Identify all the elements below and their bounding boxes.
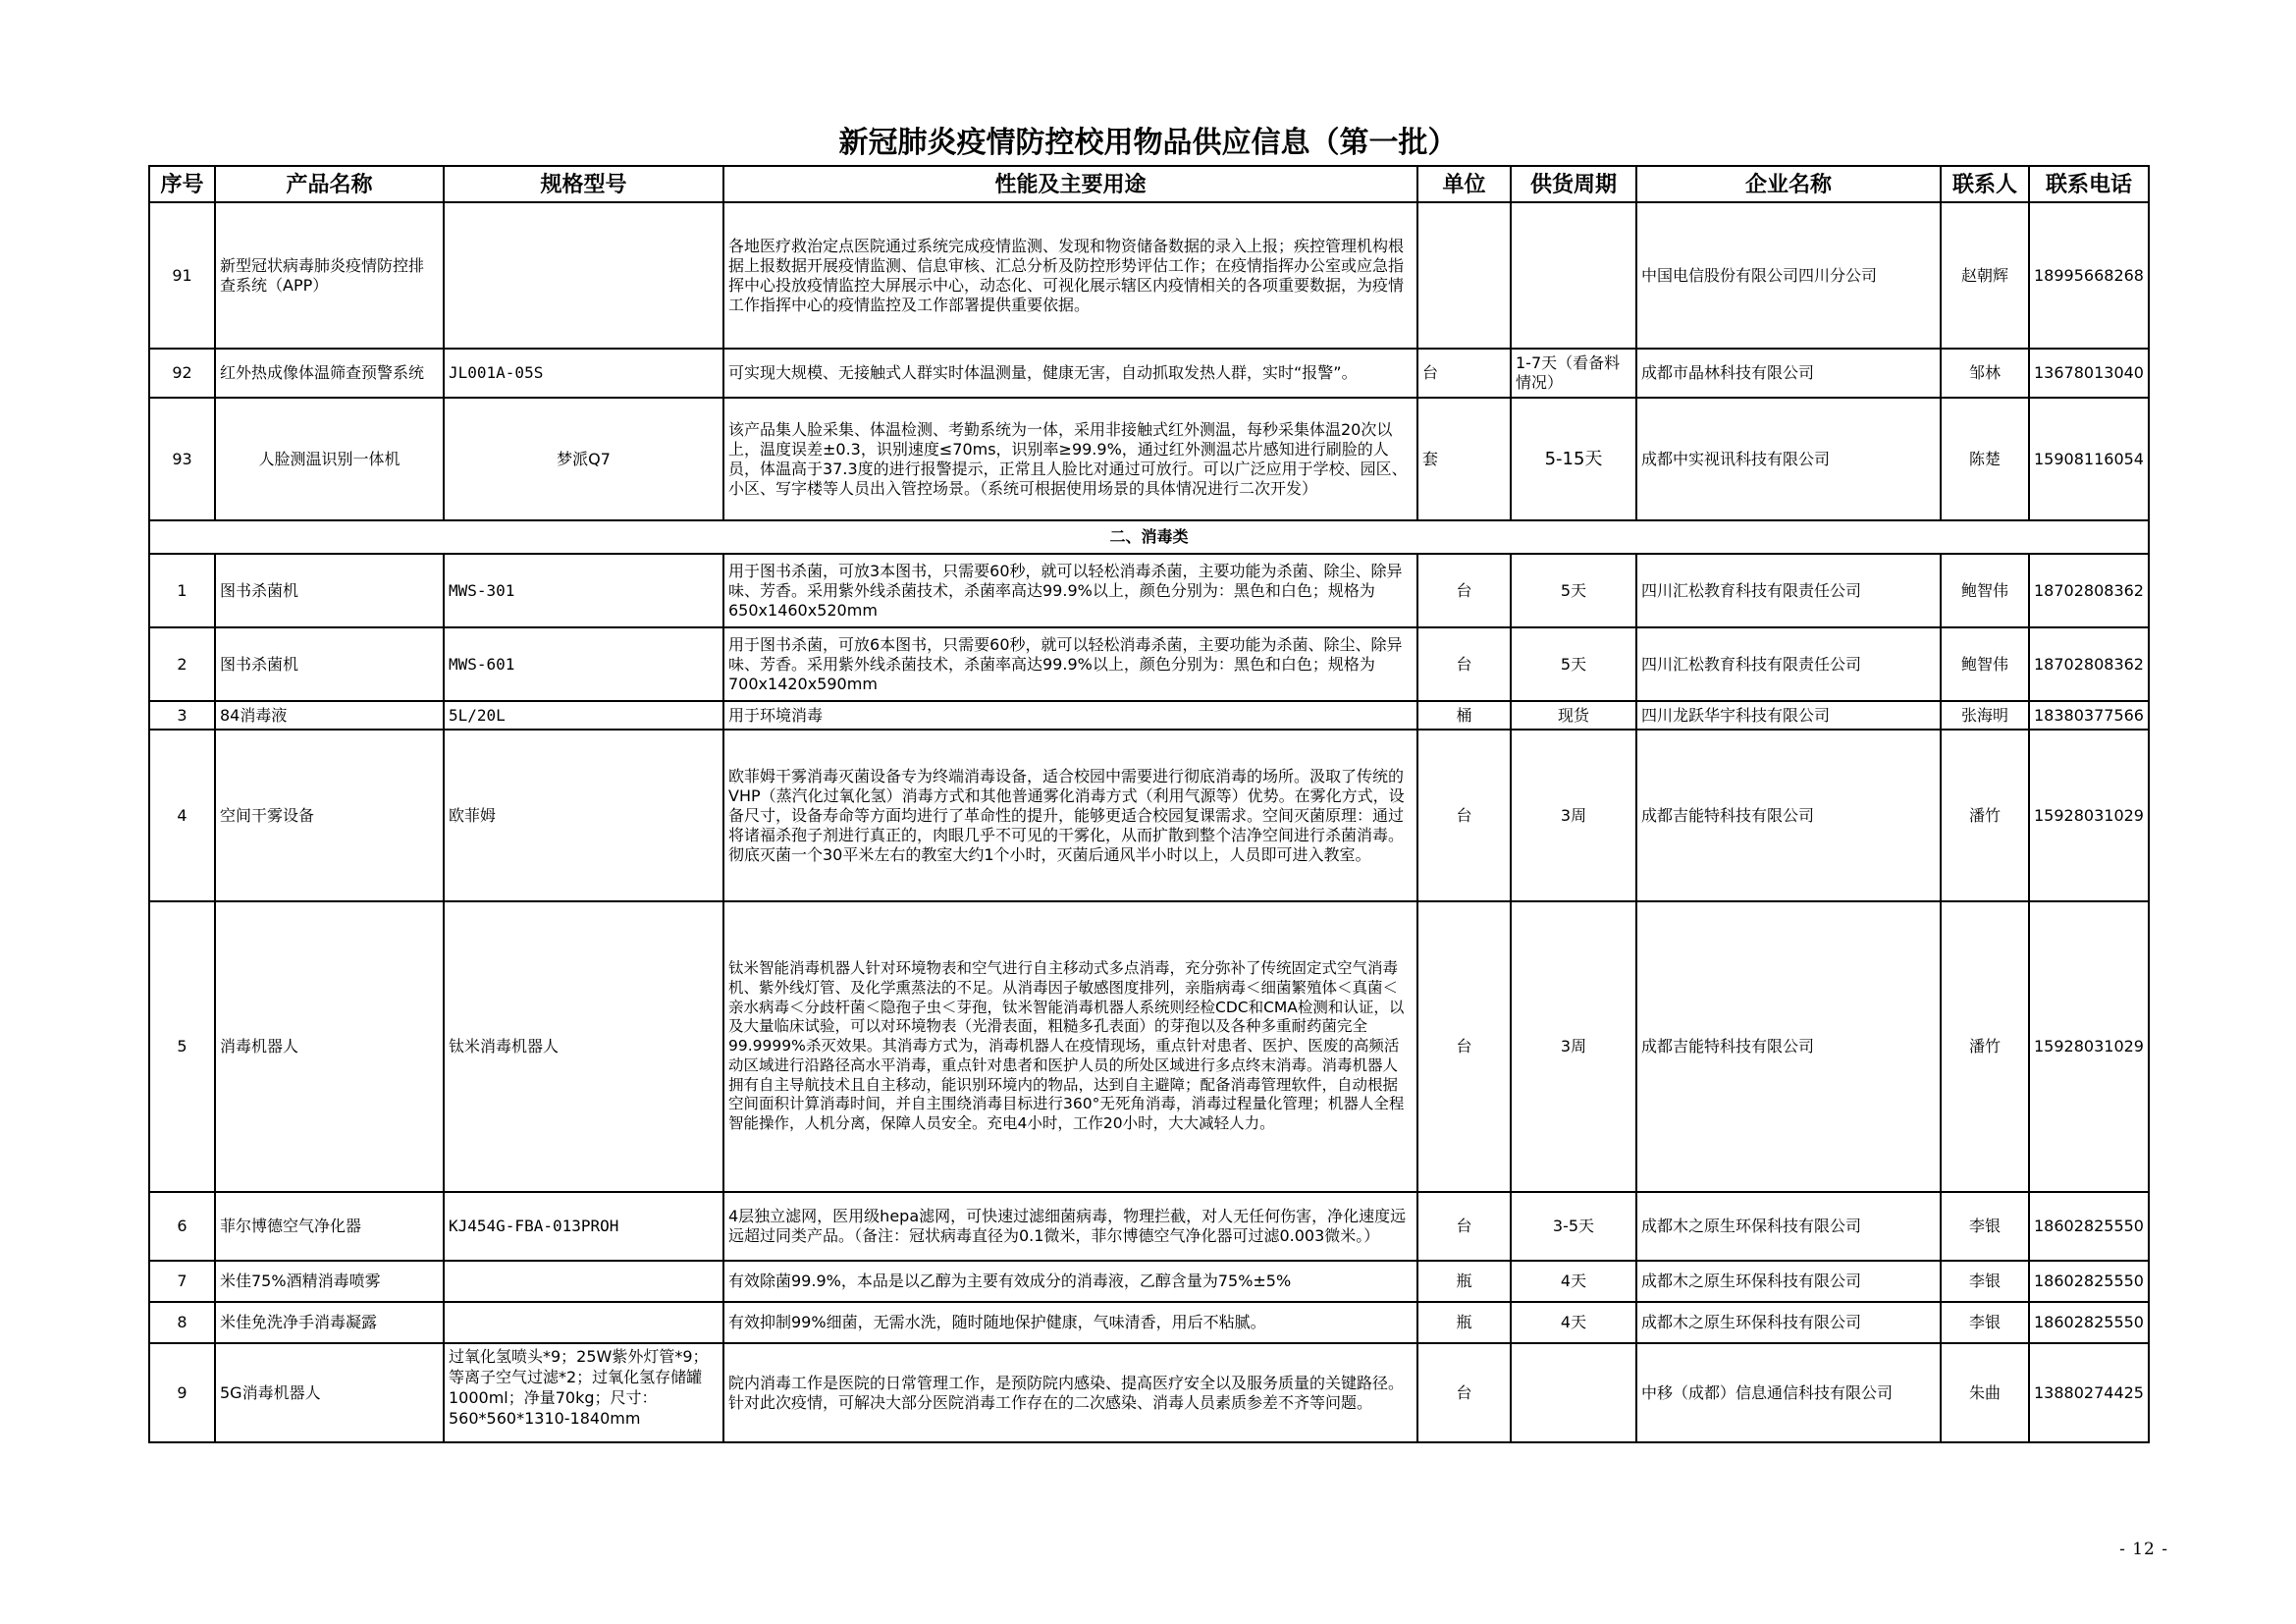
cell-spec: MWS-601 xyxy=(444,627,723,701)
cell-contact: 鲍智伟 xyxy=(1941,554,2029,627)
cell-contact: 潘竹 xyxy=(1941,730,2029,901)
cell-name: 米佳免洗净手消毒凝露 xyxy=(215,1302,444,1343)
table-row xyxy=(149,1192,2149,1261)
cell-name: 消毒机器人 xyxy=(215,901,444,1192)
cell-period: 3周 xyxy=(1511,901,1636,1192)
cell-phone: 15928031029 xyxy=(2029,901,2149,1192)
cell-phone: 18702808362 xyxy=(2029,627,2149,701)
cell-company: 成都中实视讯科技有限公司 xyxy=(1636,398,1941,520)
cell-desc: 用于图书杀菌，可放6本图书，只需要60秒，就可以轻松消毒杀菌，主要功能为杀菌、除尘、除异味、芳香。采用紫外线杀菌技术，杀菌率高达99.9%以上，颜色分别为：黑色和白色；规格为700x1420x590mm xyxy=(723,627,1417,701)
cell-contact: 李银 xyxy=(1941,1261,2029,1302)
cell-spec: 梦派Q7 xyxy=(444,398,723,520)
table-row xyxy=(149,730,2149,901)
cell-contact: 张海明 xyxy=(1941,701,2029,730)
cell-name: 5G消毒机器人 xyxy=(215,1343,444,1442)
cell-company: 成都市晶林科技有限公司 xyxy=(1636,349,1941,398)
header-period: 供货周期 xyxy=(1511,166,1636,202)
cell-period xyxy=(1511,202,1636,349)
header-phone: 联系电话 xyxy=(2029,166,2149,202)
cell-name: 新型冠状病毒肺炎疫情防控排查系统（APP） xyxy=(215,202,444,349)
section-disinfection: 二、消毒类 xyxy=(149,520,2149,554)
table-row xyxy=(149,1261,2149,1302)
header-row xyxy=(149,166,2149,202)
cell-unit: 台 xyxy=(1417,554,1511,627)
cell-contact: 朱曲 xyxy=(1941,1343,2029,1442)
cell-unit: 桶 xyxy=(1417,701,1511,730)
cell-seq: 93 xyxy=(149,398,215,520)
header-unit: 单位 xyxy=(1417,166,1511,202)
cell-spec xyxy=(444,1302,723,1343)
cell-phone: 13678013040 xyxy=(2029,349,2149,398)
cell-name: 菲尔博德空气净化器 xyxy=(215,1192,444,1261)
cell-unit: 套 xyxy=(1417,398,1511,520)
cell-phone: 15928031029 xyxy=(2029,730,2149,901)
cell-phone: 18702808362 xyxy=(2029,554,2149,627)
cell-company: 四川汇松教育科技有限责任公司 xyxy=(1636,554,1941,627)
cell-unit: 台 xyxy=(1417,901,1511,1192)
cell-seq: 92 xyxy=(149,349,215,398)
cell-seq: 91 xyxy=(149,202,215,349)
table-row xyxy=(149,202,2149,349)
cell-seq: 3 xyxy=(149,701,215,730)
page-number: - 12 - xyxy=(2119,1540,2168,1559)
cell-contact: 陈楚 xyxy=(1941,398,2029,520)
cell-seq: 6 xyxy=(149,1192,215,1261)
cell-desc: 欧菲姆干雾消毒灭菌设备专为终端消毒设备，适合校园中需要进行彻底消毒的场所。汲取了传统的VHP（蒸汽化过氧化氢）消毒方式和其他普通雾化消毒方式（利用气源等）优势。在雾化方式，设备尺寸，设备寿命等方面均进行了革命性的提升，能够更适合校园复课需求。空间灭菌原理：通过将诸福杀孢子剂进行真正的，肉眼几乎不可见的干雾化，从而扩散到整个洁净空间进行杀菌消毒。彻底灭菌一个30平米左右的教室大约1个小时，灭菌后通风半小时以上，人员即可进入教室。 xyxy=(723,730,1417,901)
cell-phone: 18602825550 xyxy=(2029,1261,2149,1302)
cell-period: 现货 xyxy=(1511,701,1636,730)
cell-spec: JL001A-05S xyxy=(444,349,723,398)
cell-spec: KJ454G-FBA-013PROH xyxy=(444,1192,723,1261)
cell-period: 1-7天（看备料情况） xyxy=(1511,349,1636,398)
table-row xyxy=(149,398,2149,520)
cell-unit: 瓶 xyxy=(1417,1302,1511,1343)
cell-period xyxy=(1511,1343,1636,1442)
cell-phone: 18602825550 xyxy=(2029,1192,2149,1261)
cell-contact: 鲍智伟 xyxy=(1941,627,2029,701)
header-seq: 序号 xyxy=(149,166,215,202)
cell-period: 3周 xyxy=(1511,730,1636,901)
cell-seq: 2 xyxy=(149,627,215,701)
table-row xyxy=(149,701,2149,730)
cell-contact: 李银 xyxy=(1941,1302,2029,1343)
cell-spec xyxy=(444,1261,723,1302)
cell-desc: 可实现大规模、无接触式人群实时体温测量，健康无害，自动抓取发热人群，实时“报警”。 xyxy=(723,349,1417,398)
cell-desc: 该产品集人脸采集、体温检测、考勤系统为一体，采用非接触式红外测温，每秒采集体温20次以上，温度误差±0.3，识别速度≤70ms，识别率≥99.9%，通过红外测温芯片感知进行刷脸的人员，体温高于37.3度的进行报警提示，正常且人脸比对通过可放行。可以广泛应用于学校、园区、小区、写字楼等人员出入管控场景。（系统可根据使用场景的具体情况进行二次开发） xyxy=(723,398,1417,520)
cell-name: 红外热成像体温筛查预警系统 xyxy=(215,349,444,398)
cell-period: 5-15天 xyxy=(1511,398,1636,520)
cell-phone: 18995668268 xyxy=(2029,202,2149,349)
cell-company: 成都木之原生环保科技有限公司 xyxy=(1636,1302,1941,1343)
cell-spec: 欧菲姆 xyxy=(444,730,723,901)
cell-desc: 有效除菌99.9%，本品是以乙醇为主要有效成分的消毒液，乙醇含量为75%±5% xyxy=(723,1261,1417,1302)
cell-phone: 13880274425 xyxy=(2029,1343,2149,1442)
cell-company: 成都吉能特科技有限公司 xyxy=(1636,730,1941,901)
cell-unit: 台 xyxy=(1417,1343,1511,1442)
cell-seq: 9 xyxy=(149,1343,215,1442)
cell-seq: 5 xyxy=(149,901,215,1192)
cell-desc: 钛米智能消毒机器人针对环境物表和空气进行自主移动式多点消毒，充分弥补了传统固定式空气消毒机、紫外线灯管、及化学熏蒸法的不足。从消毒因子敏感图度排列，亲脂病毒＜细菌繁殖体＜真菌＜亲水病毒＜分歧杆菌＜隐孢子虫＜芽孢，钛米智能消毒机器人系统则经检CDC和CMA检测和认证，以及大量临床试验，可以对环境物表（光滑表面，粗糙多孔表面）的芽孢以及各种多重耐药菌完全99.9999%杀灭效果。其消毒方式为，消毒机器人在疫情现场，重点针对患者、医护、医废的高频活动区域进行沿路径高水平消毒，重点针对患者和医护人员的所处区域进行多点终末消毒。消毒机器人拥有自主导航技术且自主移动，能识别环境内的物品，达到自主避障；配备消毒管理软件，自动根据空间面积计算消毒时间，并自主围绕消毒目标进行360°无死角消毒，消毒过程量化管理；机器人全程智能操作，人机分离，保障人员安全。充电4小时，工作20小时，大大减轻人力。 xyxy=(723,901,1417,1192)
cell-unit xyxy=(1417,202,1511,349)
cell-seq: 7 xyxy=(149,1261,215,1302)
table-row xyxy=(149,1302,2149,1343)
cell-spec: 5L/20L xyxy=(444,701,723,730)
cell-spec: MWS-301 xyxy=(444,554,723,627)
cell-name: 图书杀菌机 xyxy=(215,554,444,627)
cell-phone: 15908116054 xyxy=(2029,398,2149,520)
cell-contact: 李银 xyxy=(1941,1192,2029,1261)
cell-phone: 18380377566 xyxy=(2029,701,2149,730)
header-desc: 性能及主要用途 xyxy=(723,166,1417,202)
cell-desc: 各地医疗救治定点医院通过系统完成疫情监测、发现和物资储备数据的录入上报；疾控管理机构根据上报数据开展疫情监测、信息审核、汇总分析及防控形势评估工作；在疫情指挥办公室或应急指挥中心投放疫情监控大屏展示中心，动态化、可视化展示辖区内疫情相关的各项重要数据，为疫情工作指挥中心的疫情监控及工作部署提供重要依据。 xyxy=(723,202,1417,349)
cell-desc: 4层独立滤网，医用级hepa滤网，可快速过滤细菌病毒，物理拦截，对人无任何伤害，净化速度远远超过同类产品。（备注：冠状病毒直径为0.1微米，菲尔博德空气净化器可过滤0.003微米。） xyxy=(723,1192,1417,1261)
cell-unit: 台 xyxy=(1417,1192,1511,1261)
cell-period: 5天 xyxy=(1511,627,1636,701)
cell-company: 成都木之原生环保科技有限公司 xyxy=(1636,1261,1941,1302)
cell-company: 四川龙跃华宇科技有限公司 xyxy=(1636,701,1941,730)
cell-desc: 有效抑制99%细菌，无需水洗，随时随地保护健康，气味清香，用后不粘腻。 xyxy=(723,1302,1417,1343)
cell-name: 空间干雾设备 xyxy=(215,730,444,901)
header-company: 企业名称 xyxy=(1636,166,1941,202)
cell-spec xyxy=(444,202,723,349)
cell-spec: 钛米消毒机器人 xyxy=(444,901,723,1192)
cell-seq: 4 xyxy=(149,730,215,901)
section-row xyxy=(149,520,2149,554)
table-row xyxy=(149,349,2149,398)
cell-unit: 瓶 xyxy=(1417,1261,1511,1302)
cell-desc: 用于图书杀菌，可放3本图书，只需要60秒，就可以轻松消毒杀菌，主要功能为杀菌、除尘、除异味、芳香。采用紫外线杀菌技术，杀菌率高达99.9%以上，颜色分别为：黑色和白色；规格为650x1460x520mm xyxy=(723,554,1417,627)
cell-desc: 院内消毒工作是医院的日常管理工作，是预防院内感染、提高医疗安全以及服务质量的关键路径。针对此次疫情，可解决大部分医院消毒工作存在的二次感染、消毒人员素质参差不齐等问题。 xyxy=(723,1343,1417,1442)
page-title: 新冠肺炎疫情防控校用物品供应信息（第一批） xyxy=(838,126,1458,160)
table-row xyxy=(149,901,2149,1192)
cell-unit: 台 xyxy=(1417,349,1511,398)
cell-seq: 8 xyxy=(149,1302,215,1343)
cell-desc: 用于环境消毒 xyxy=(723,701,1417,730)
cell-phone: 18602825550 xyxy=(2029,1302,2149,1343)
cell-company: 四川汇松教育科技有限责任公司 xyxy=(1636,627,1941,701)
cell-period: 3-5天 xyxy=(1511,1192,1636,1261)
cell-period: 4天 xyxy=(1511,1261,1636,1302)
cell-seq: 1 xyxy=(149,554,215,627)
cell-company: 中移（成都）信息通信科技有限公司 xyxy=(1636,1343,1941,1442)
table-row xyxy=(149,627,2149,701)
cell-name: 图书杀菌机 xyxy=(215,627,444,701)
table-row xyxy=(149,554,2149,627)
cell-unit: 台 xyxy=(1417,627,1511,701)
cell-company: 成都木之原生环保科技有限公司 xyxy=(1636,1192,1941,1261)
cell-contact: 赵朝辉 xyxy=(1941,202,2029,349)
cell-spec: 过氧化氢喷头*9；25W紫外灯管*9；等离子空气过滤*2；过氧化氢存储罐1000ml；净量70kg；尺寸：560*560*1310-1840mm xyxy=(444,1343,723,1442)
cell-contact: 潘竹 xyxy=(1941,901,2029,1192)
cell-contact: 邹林 xyxy=(1941,349,2029,398)
cell-name: 米佳75%酒精消毒喷雾 xyxy=(215,1261,444,1302)
cell-period: 5天 xyxy=(1511,554,1636,627)
header-name: 产品名称 xyxy=(215,166,444,202)
header-spec: 规格型号 xyxy=(444,166,723,202)
header-contact: 联系人 xyxy=(1941,166,2029,202)
cell-company: 中国电信股份有限公司四川分公司 xyxy=(1636,202,1941,349)
cell-company: 成都吉能特科技有限公司 xyxy=(1636,901,1941,1192)
cell-name: 人脸测温识别一体机 xyxy=(215,398,444,520)
cell-unit: 台 xyxy=(1417,730,1511,901)
cell-period: 4天 xyxy=(1511,1302,1636,1343)
table-row xyxy=(149,1343,2149,1442)
supply-table xyxy=(148,165,2150,1443)
cell-name: 84消毒液 xyxy=(215,701,444,730)
